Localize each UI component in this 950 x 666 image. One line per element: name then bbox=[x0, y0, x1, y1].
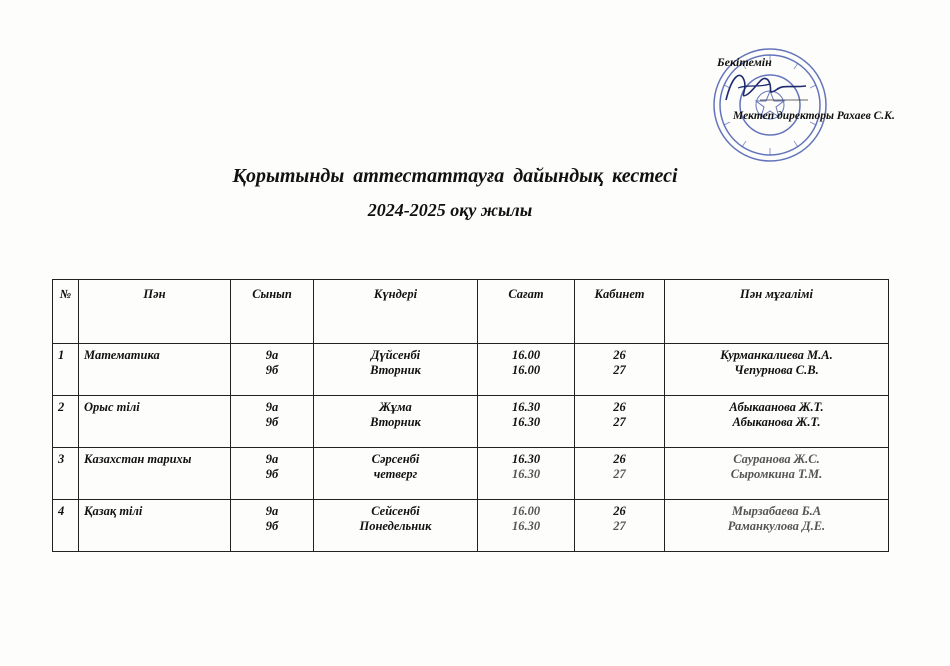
day-value: Сейсенбі bbox=[371, 504, 420, 518]
teacher-value: Курманкалиева М.А. bbox=[720, 348, 833, 362]
class-value: 9а bbox=[265, 348, 279, 362]
row-rooms bbox=[575, 396, 665, 448]
table-row bbox=[53, 500, 889, 552]
row-subject: Казахстан тарихы bbox=[79, 448, 231, 500]
approval-block bbox=[700, 40, 940, 170]
class-value: 9а bbox=[265, 504, 279, 518]
director-signature bbox=[718, 66, 808, 106]
header-room: Кабинет bbox=[575, 280, 665, 344]
approval-label: Бекітемін bbox=[717, 55, 772, 69]
day-value: Вторник bbox=[370, 415, 421, 429]
row-subject: Математика bbox=[79, 344, 231, 396]
time-value: 16.00 bbox=[511, 504, 541, 518]
row-number: 2 bbox=[53, 396, 79, 448]
room-value: 27 bbox=[613, 363, 626, 377]
time-value: 16.30 bbox=[511, 400, 541, 414]
row-rooms bbox=[575, 448, 665, 500]
row-subject: Қазақ тілі bbox=[79, 500, 231, 552]
class-value: 9б bbox=[265, 467, 279, 481]
header-num: № bbox=[53, 280, 79, 344]
row-number: 4 bbox=[53, 500, 79, 552]
row-teachers bbox=[665, 344, 889, 396]
row-classes bbox=[231, 500, 314, 552]
teacher-value: Сыромкина Т.М. bbox=[730, 467, 823, 481]
header-time: Сағат bbox=[478, 280, 575, 344]
row-classes bbox=[231, 344, 314, 396]
class-value: 9б bbox=[265, 363, 279, 377]
row-days bbox=[314, 396, 478, 448]
room-value: 26 bbox=[613, 504, 626, 518]
time-value: 16.00 bbox=[511, 363, 541, 377]
row-times bbox=[478, 500, 575, 552]
room-value: 26 bbox=[613, 400, 626, 414]
row-teachers bbox=[665, 448, 889, 500]
teacher-value: Абыкаанова Ж.Т. bbox=[729, 400, 824, 414]
teacher-value: Абыканова Ж.Т. bbox=[732, 415, 821, 429]
room-value: 26 bbox=[613, 452, 626, 466]
row-rooms bbox=[575, 344, 665, 396]
row-times bbox=[478, 448, 575, 500]
time-value: 16.00 bbox=[511, 348, 541, 362]
director-name: Мектеп директоры Рахаев С.К. bbox=[733, 110, 895, 122]
header-teacher: Пән мұғалімі bbox=[665, 280, 889, 344]
teacher-value: Чепурнова С.В. bbox=[734, 363, 819, 377]
row-teachers bbox=[665, 396, 889, 448]
row-number: 3 bbox=[53, 448, 79, 500]
academic-year: 2024-2025 оқу жылы bbox=[367, 200, 533, 220]
room-value: 26 bbox=[613, 348, 626, 362]
table-row bbox=[53, 448, 889, 500]
day-value: Понедельник bbox=[359, 519, 432, 533]
row-times bbox=[478, 396, 575, 448]
row-days bbox=[314, 344, 478, 396]
day-value: Жұма bbox=[379, 400, 412, 414]
time-value: 16.30 bbox=[511, 452, 541, 466]
row-times bbox=[478, 344, 575, 396]
row-days bbox=[314, 448, 478, 500]
teacher-value: Сауранова Ж.С. bbox=[733, 452, 820, 466]
class-value: 9б bbox=[265, 519, 279, 533]
row-classes bbox=[231, 448, 314, 500]
day-value: четверг bbox=[373, 467, 418, 481]
time-value: 16.30 bbox=[511, 467, 541, 481]
row-teachers bbox=[665, 500, 889, 552]
time-value: 16.30 bbox=[511, 519, 541, 533]
schedule-table bbox=[52, 279, 889, 552]
row-number: 1 bbox=[53, 344, 79, 396]
day-value: Дүйсенбі bbox=[370, 348, 421, 362]
day-value: Сәрсенбі bbox=[371, 452, 420, 466]
time-value: 16.30 bbox=[511, 415, 541, 429]
class-value: 9а bbox=[265, 400, 279, 414]
teacher-value: Мырзабаева Б.А bbox=[731, 504, 822, 518]
row-days bbox=[314, 500, 478, 552]
table-row bbox=[53, 396, 889, 448]
page-title: Қорытынды аттестаттауға дайындық кестесі bbox=[232, 165, 678, 187]
room-value: 27 bbox=[613, 519, 626, 533]
class-value: 9б bbox=[265, 415, 279, 429]
class-value: 9а bbox=[265, 452, 279, 466]
teacher-value: Раманкулова Д.Е. bbox=[727, 519, 826, 533]
table-header-row bbox=[53, 280, 889, 344]
room-value: 27 bbox=[613, 415, 626, 429]
header-days: Күндері bbox=[314, 280, 478, 344]
table-row bbox=[53, 344, 889, 396]
room-value: 27 bbox=[613, 467, 626, 481]
row-rooms bbox=[575, 500, 665, 552]
header-subject: Пән bbox=[79, 280, 231, 344]
day-value: Вторник bbox=[370, 363, 421, 377]
header-class: Сынып bbox=[231, 280, 314, 344]
row-classes bbox=[231, 396, 314, 448]
row-subject: Орыс тілі bbox=[79, 396, 231, 448]
